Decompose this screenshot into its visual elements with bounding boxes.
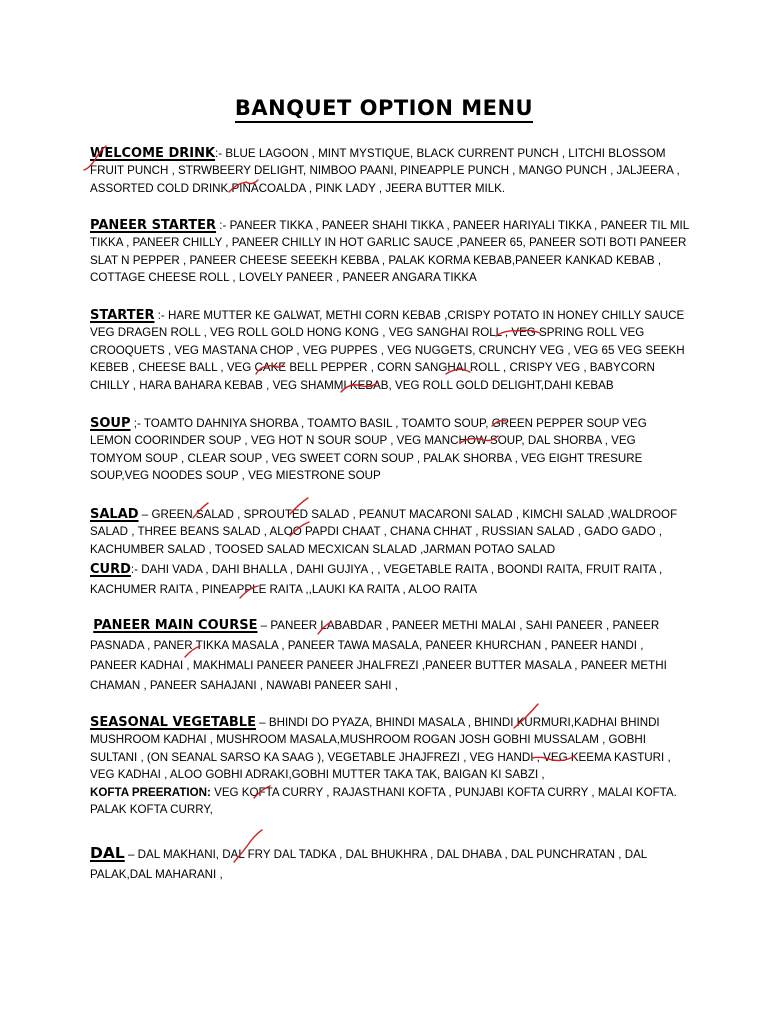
page-title: BANQUET OPTION MENU xyxy=(0,96,768,120)
paneer-starter-separator: :- xyxy=(216,219,230,232)
dal-separator: – xyxy=(124,848,138,861)
starter-heading: STARTER xyxy=(90,308,155,323)
section-curd xyxy=(90,560,690,600)
curd-items: DAHI VADA , DAHI BHALLA , DAHI GUJIYA , , VEGETABLE RAITA , BOONDI RAITA, FRUIT RAITA , KACHUMER RAITA , PINEAPPLE RAITA ,,LAUKI KA RAITA , ALOO RAITA xyxy=(90,563,663,596)
kofta-preparation-items: VEG KOFTA CURRY , RAJASTHANI KOFTA , PUNJABI KOFTA CURRY , MALAI KOFTA. PALAK KOFTA CURRY, xyxy=(90,785,677,817)
section-paneer-main-course xyxy=(90,616,690,696)
welcome-drink-separator: :- xyxy=(215,147,226,160)
section-seasonal-vegetable xyxy=(90,714,690,818)
paneer-main-course-heading: PANEER MAIN COURSE xyxy=(93,618,258,633)
salad-items: GREEN SALAD , SPROUTED SALAD , PEANUT MACARONI SALAD , KIMCHI SALAD ,WALDROOF SALAD , THREE BEANS SALAD , ALOO PAPDI CHAAT , CHANA CHHAT , RUSSIAN SALAD , GADO GADO , KACHUMBER SALAD , TOOSED SALAD MECXICAN SLALAD ,JARMAN POTAO SALAD xyxy=(90,508,678,556)
starter-items: HARE MUTTER KE GALWAT, METHI CORN KEBAB ,CRISPY POTATO IN HONEY CHILLY SAUCE VEG DRAGEN ROLL , VEG ROLL GOLD HONG KONG , VEG SANGHAI ROLL , VEG SPRING ROLL VEG CROOQUETS , VEG MASTANA CHOP , VEG PUPPES , VEG NUGGETS, CRUNCHY VEG , VEG 65 VEG SEEKH KEBEB , CHEESE BALL , VEG CAKE BELL PEPPER , CORN SANGHAI ROLL , CRISPY VEG , BABYCORN CHILLY , HARA BAHARA KEBAB , VEG SHAMMI KEBAB, VEG ROLL GOLD DELIGHT,DAHI KEBAB xyxy=(90,309,685,392)
section-soup xyxy=(90,415,690,485)
paneer-starter-items: PANEER TIKKA , PANEER SHAHI TIKKA , PANEER HARIYALI TIKKA , PANEER TIL MIL TIKKA , PANEER CHILLY , PANEER CHILLY IN HOT GARLIC SAUCE ,PANEER 65, PANEER SOTI BOTI PANEER SLAT N PEPPER , PANEER CHEESE SEEEKH KEBBA , PALAK KORMA KEBAB,PANEER KANKAD KEBAB , COTTAGE CHEESE ROLL , LOVELY PANEER , PANEER ANGARA TIKKA xyxy=(90,219,689,285)
seasonal-vegetable-separator: – xyxy=(255,716,269,729)
seasonal-vegetable-items: BHINDI DO PYAZA, BHINDI MASALA , BHINDI KURMURI,KADHAI BHINDI MUSHROOM KADHAI , MUSHROOM MASALA,MUSHROOM ROGAN JOSH GOBHI MUSSALAM , GOBHI SULTANI , (ON SEANAL SARSO KA SAAG ), VEGETABLE JHAJFREZI , VEG HANDI , VEG KEEMA KASTURI , VEG KADHAI , ALOO GOBHI ADRAKI,GOBHI MUTTER TAKA TAK, BAIGAN KI SABZI , xyxy=(90,716,671,782)
salad-heading: SALAD xyxy=(90,507,139,522)
dal-heading: DAL xyxy=(90,844,125,862)
section-paneer-starter xyxy=(90,217,690,287)
soup-heading: SOUP xyxy=(90,416,131,431)
starter-separator: :- xyxy=(154,309,168,322)
welcome-drink-heading: WELCOME DRINK xyxy=(90,146,216,161)
paneer-starter-heading: PANEER STARTER xyxy=(90,218,217,233)
salad-separator: – xyxy=(138,508,152,521)
section-welcome-drink xyxy=(90,145,690,197)
welcome-drink-items: BLUE LAGOON , MINT MYSTIQUE, BLACK CURRENT PUNCH , LITCHI BLOSSOM FRUIT PUNCH , STRWBEERY DELIGHT, NIMBOO PAANI, PINEAPPLE PUNCH , MANGO PUNCH , JALJEERA , ASSORTED COLD DRINK PINACOALDA , PINK LADY , JEERA BUTTER MILK. xyxy=(90,147,680,195)
curd-separator: :- xyxy=(130,563,142,576)
curd-heading: CURD xyxy=(90,562,131,577)
soup-separator: ;- xyxy=(130,417,144,430)
seasonal-vegetable-heading: SEASONAL VEGETABLE xyxy=(90,715,256,730)
section-dal xyxy=(90,843,690,885)
soup-items: TOAMTO DAHNIYA SHORBA , TOAMTO BASIL , TOAMTO SOUP, GREEN PEPPER SOUP VEG LEMON COORINDER SOUP , VEG HOT N SOUR SOUP , VEG MANCHOW SOUP, DAL SHORBA , VEG TOMYOM SOUP , CLEAR SOUP , VEG SWEET CORN SOUP , PALAK SHORBA , VEG EIGHT TRESURE SOUP,VEG NOODES SOUP , VEG MIESTRONE SOUP xyxy=(90,417,647,483)
section-starter xyxy=(90,307,690,394)
section-salad xyxy=(90,506,690,558)
dal-items: DAL MAKHANI, DAL FRY DAL TADKA , DAL BHUKHRA , DAL DHABA , DAL PUNCHRATAN , DAL PALAK,DAL MAHARANI , xyxy=(90,848,647,881)
paneer-main-course-items: PANEER LABABDAR , PANEER METHI MALAI , SAHI PANEER , PANEER PASNADA , PANER TIKKA MASALA , PANEER TAWA MASALA, PANEER KHURCHAN , PANEER HANDI , PANEER KADHAI , MAKHMALI PANEER PANEER JHALFREZI ,PANEER BUTTER MASALA , PANEER METHI CHAMAN , PANEER SAHAJANI , NAWABI PANEER SAHI , xyxy=(90,619,667,692)
paneer-main-course-separator: – xyxy=(257,619,271,632)
kofta-preparation-label: KOFTA PREERATION: xyxy=(90,785,211,799)
